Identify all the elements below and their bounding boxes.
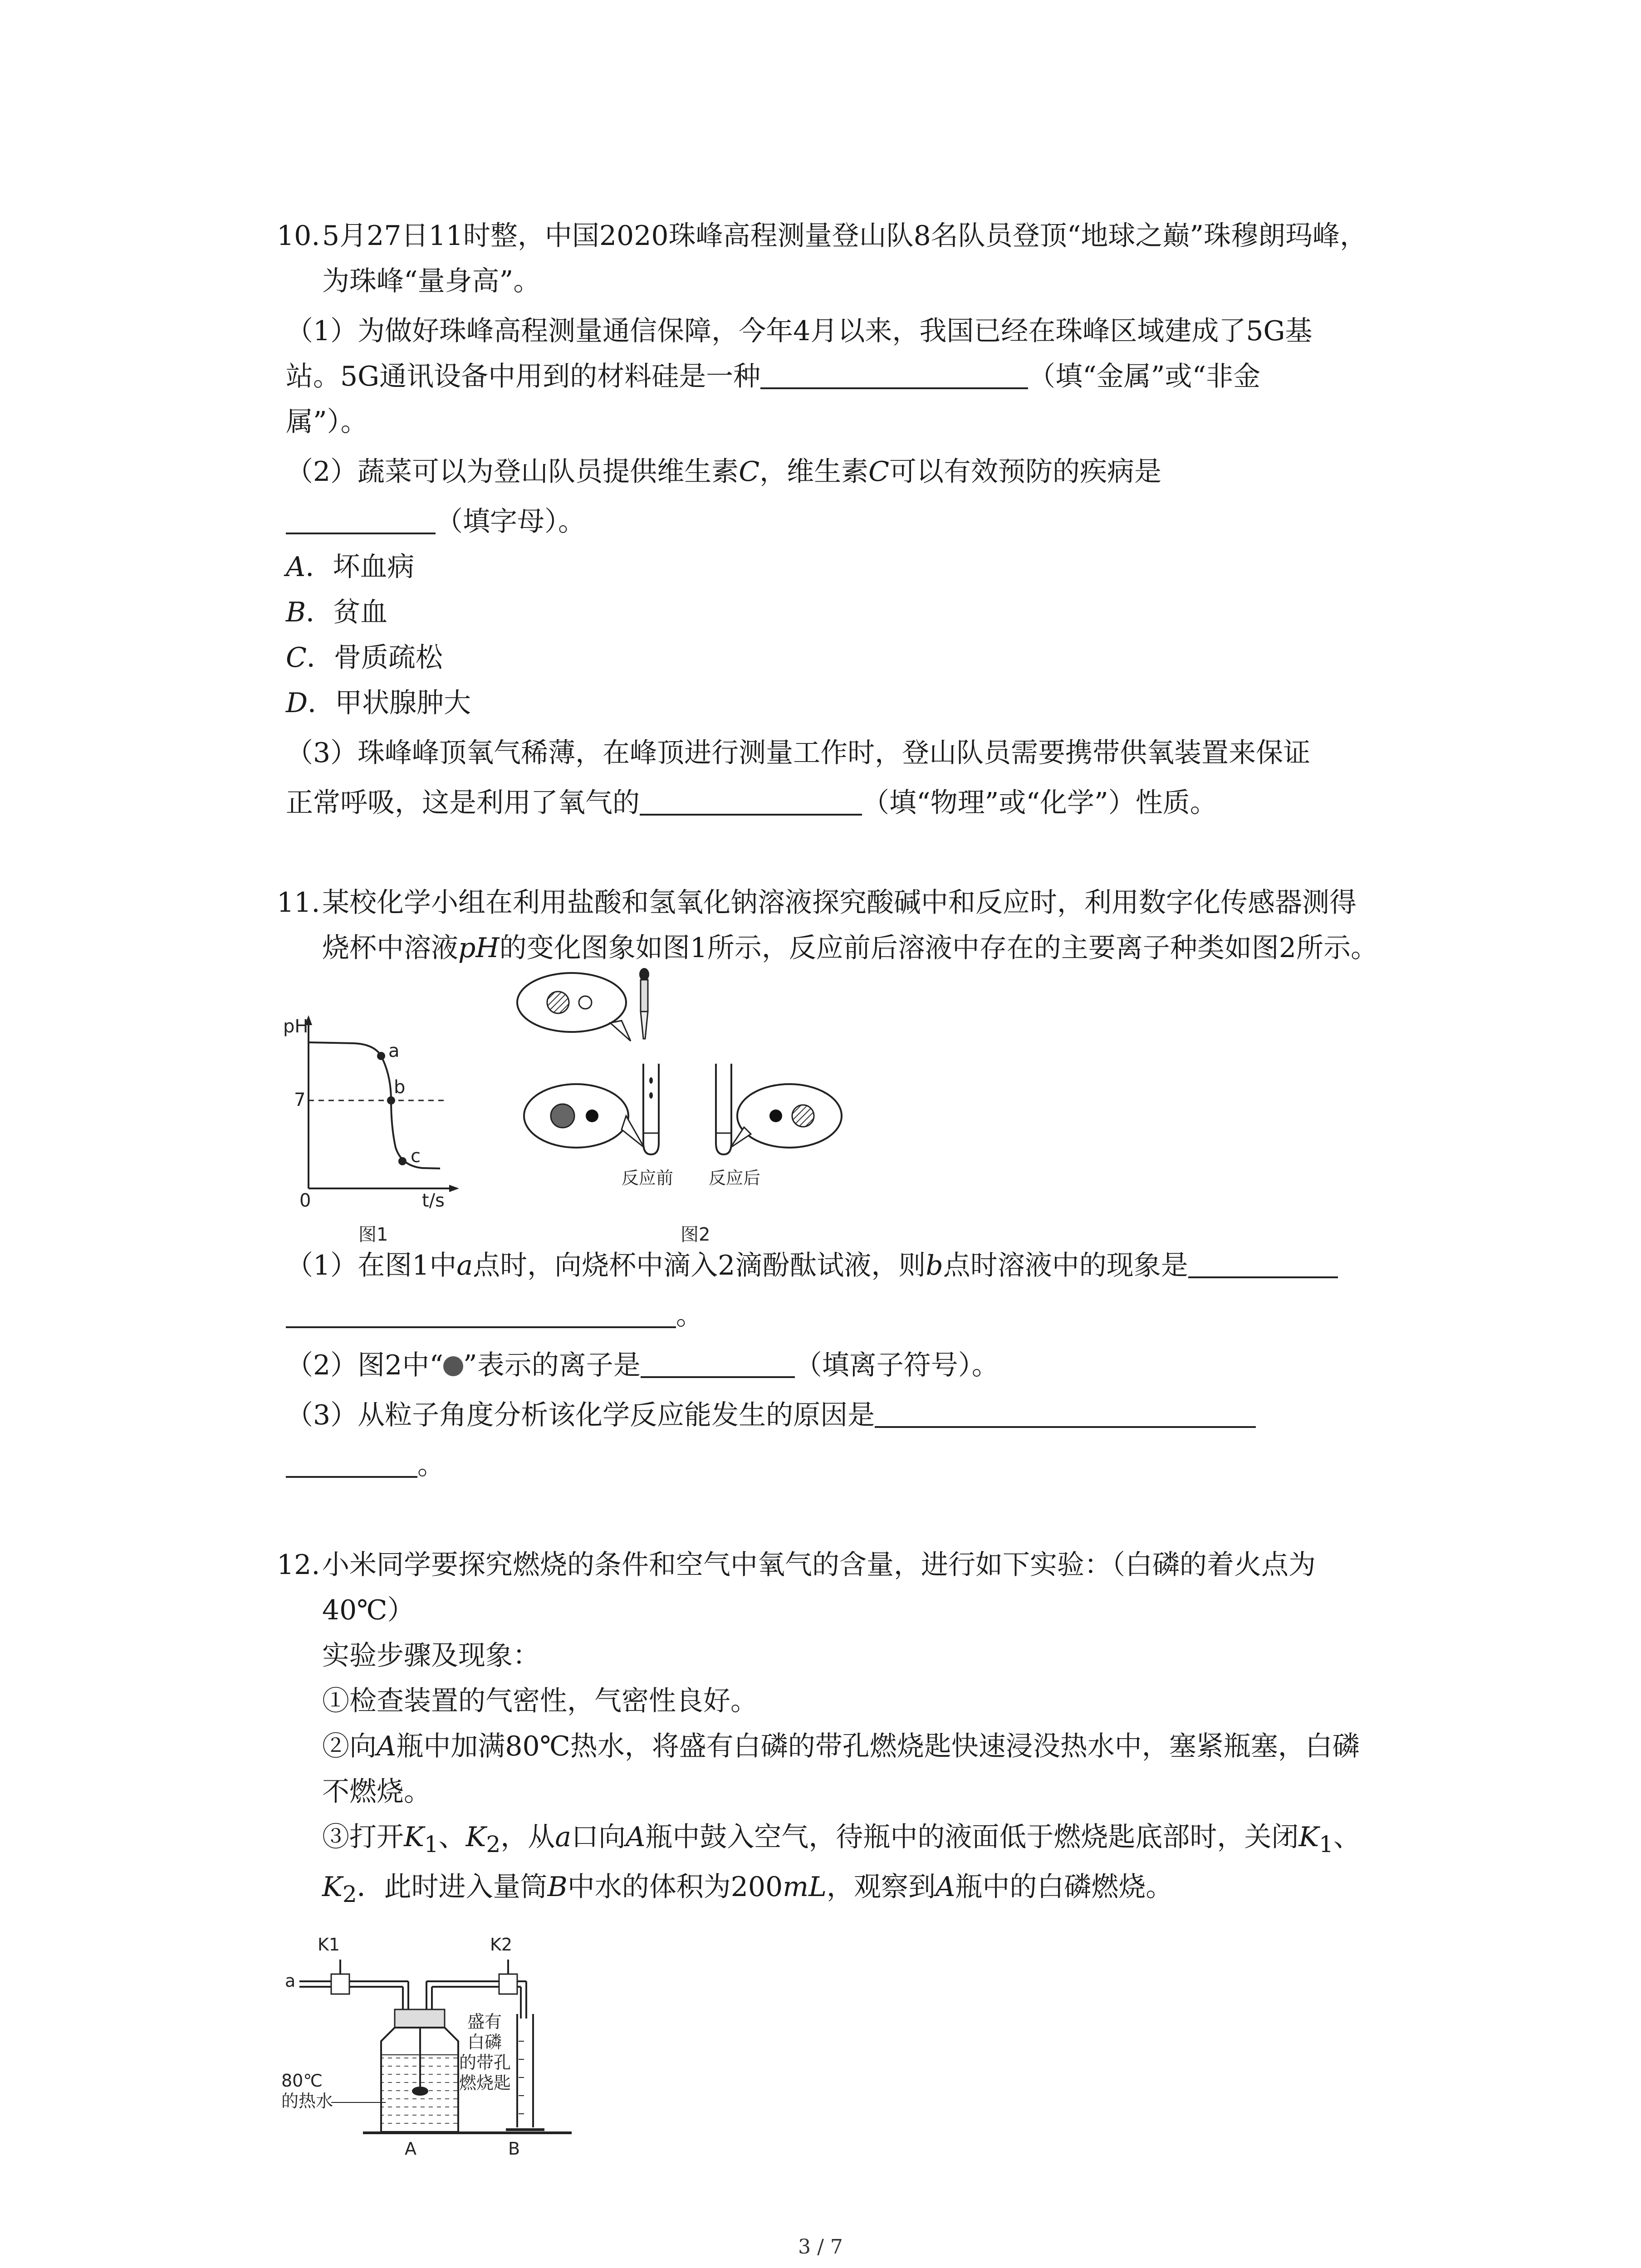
figure2-caption: 图2 <box>681 1224 710 1245</box>
q10-option-b: B．贫血 <box>286 596 388 628</box>
q10-part1-line3: 属”）。 <box>286 406 368 438</box>
after-bubble <box>737 1084 842 1148</box>
bottle-a-label: A <box>405 2139 416 2159</box>
q11-part3-line2: 。 <box>286 1447 445 1483</box>
before-label: 反应前 <box>622 1168 674 1188</box>
dark-ion <box>551 1104 574 1128</box>
q12-step2-line2: 不燃烧。 <box>322 1776 431 1808</box>
bottle-stopper <box>395 2009 445 2028</box>
point-c-label: c <box>411 1146 421 1167</box>
q10-stem-line1: 5月27日11时整，中国2020珠峰高程测量登山队8名队员登顶“地球之巅”珠穆朗玛峰， <box>322 220 1367 252</box>
answer-blank[interactable] <box>760 360 1028 389</box>
k1-label: K1 <box>318 1935 340 1955</box>
black-ion-after <box>769 1110 782 1122</box>
q12-stem-line1: 小米同学要探究燃烧的条件和空气中氧气的含量，进行如下实验：（白磷的着火点为 <box>322 1549 1316 1581</box>
x-axis-arrow <box>449 1185 459 1192</box>
answer-blank[interactable] <box>286 1299 676 1328</box>
x-axis-label: t/s <box>422 1190 445 1211</box>
hatched-ion-after <box>792 1105 814 1127</box>
ion-figure <box>517 968 842 1245</box>
k1-clamp <box>331 1974 349 1994</box>
q11-part3-line1: （3）从粒子角度分析该化学反应能发生的原因是 <box>286 1397 1256 1433</box>
spoon-label-3: 的带孔 <box>459 2053 511 2072</box>
q11-stem-line1: 某校化学小组在利用盐酸和氢氧化钠溶液探究酸碱中和反应时，利用数字化传感器测得 <box>322 887 1357 919</box>
q10-part1-line1: （1）为做好珠峰高程测量通信保障，今年4月以来，我国已经在珠峰区域建成了5G基 <box>286 315 1313 347</box>
q12-stem-line2: 40℃） <box>322 1594 415 1626</box>
q12-steps-heading: 实验步骤及现象： <box>322 1640 540 1672</box>
point-a <box>377 1052 385 1060</box>
spoon-label-1: 盛有 <box>467 2012 502 2032</box>
hatched-ion <box>547 992 569 1013</box>
q12-step2-line1: ②向A瓶中加满80℃热水，将盛有白磷的带孔燃烧匙快速浸没热水中，塞紧瓶塞，白磷 <box>322 1730 1360 1762</box>
k2-clamp <box>499 1974 517 1994</box>
dropper-tube <box>641 980 648 1012</box>
ph-seven-label: 7 <box>294 1090 306 1110</box>
spoon-cup <box>412 2087 428 2096</box>
hot-water-label-1: 80℃ <box>281 2071 323 2091</box>
answer-blank[interactable] <box>1188 1249 1338 1278</box>
point-b-label: b <box>394 1077 406 1098</box>
q10-option-a: A．坏血病 <box>286 551 415 583</box>
ph-curve-figure <box>283 1015 459 1245</box>
answer-blank[interactable] <box>286 1449 417 1478</box>
black-ion <box>586 1110 598 1122</box>
q12-step3-line2: $K_2$．此时进入量筒B中水的体积为200mL，观察到A瓶中的白磷燃烧。 <box>322 1871 1173 1907</box>
before-bubble <box>524 1084 628 1148</box>
cylinder-b-label: B <box>508 2139 520 2159</box>
q11-figures <box>272 966 907 1256</box>
figure1-caption: 图1 <box>358 1224 388 1245</box>
q10-part3-line1: （3）珠峰峰顶氧气稀薄，在峰顶进行测量工作时，登山队员需要携带供氧装置来保证 <box>286 737 1311 769</box>
q10-part2-line1: （2）蔬菜可以为登山队员提供维生素C，维生素C可以有效预防的疾病是 <box>286 456 1162 488</box>
dark-ion-icon <box>443 1356 463 1376</box>
q11-stem-line2: 烧杯中溶液pH的变化图象如图1所示，反应前后溶液中存在的主要离子种类如图2所示。 <box>322 932 1378 964</box>
q10-option-d: D．甲状腺肿大 <box>286 687 471 719</box>
q11-part2: （2）图2中“ ”表示的离子是 （填离子符号）。 <box>286 1349 999 1381</box>
dropper-bulb <box>639 968 649 981</box>
q12-number: 12. <box>277 1549 320 1581</box>
q11-number: 11. <box>277 887 320 919</box>
q12-apparatus-figure <box>272 1923 590 2159</box>
answer-blank[interactable] <box>641 1349 795 1378</box>
test-tube-after <box>716 1064 731 1154</box>
q10-part3-line2: 正常呼吸，这是利用了氧气的 （填“物理”或“化学”）性质。 <box>286 787 1217 819</box>
after-label: 反应后 <box>709 1168 761 1188</box>
spoon-label-2: 白磷 <box>467 2032 502 2052</box>
q12-step3-line1: ③打开$K_1$、$K_2$，从a口向A瓶中鼓入空气，待瓶中的液面低于燃烧匙底部时，关闭$K_1$、 <box>322 1821 1361 1857</box>
q11-part1-line2: 。 <box>286 1297 703 1334</box>
answer-blank[interactable] <box>640 787 862 816</box>
answer-blank[interactable] <box>875 1399 1256 1428</box>
white-ion <box>579 996 592 1009</box>
hot-water-label-2: 的热水 <box>281 2091 333 2111</box>
q10-stem-line2: 为珠峰“量身高”。 <box>322 265 541 297</box>
y-axis-label: pH <box>283 1016 309 1037</box>
q10-option-c: C．骨质疏松 <box>286 642 443 674</box>
origin-label: 0 <box>299 1190 311 1211</box>
q10-number: 10. <box>277 220 320 252</box>
q10-part2-line2: （填字母）。 <box>286 503 585 540</box>
spoon-label-4: 燃烧匙 <box>459 2073 511 2093</box>
page-number: 3 / 7 <box>798 2235 843 2258</box>
q11-part1-line1: （1）在图1中a点时，向烧杯中滴入2滴酚酞试液，则b点时溶液中的现象是 <box>286 1247 1338 1284</box>
answer-blank[interactable] <box>286 505 436 534</box>
inlet-a-label: a <box>285 1971 296 1991</box>
q10-part1-line2: 站。5G通讯设备中用到的材料硅是一种 （填“金属”或“非金 <box>286 361 1261 392</box>
q12-step1: ①检查装置的气密性，气密性良好。 <box>322 1685 758 1717</box>
point-a-label: a <box>388 1041 400 1061</box>
k2-label: K2 <box>490 1935 513 1955</box>
point-c <box>398 1157 407 1165</box>
